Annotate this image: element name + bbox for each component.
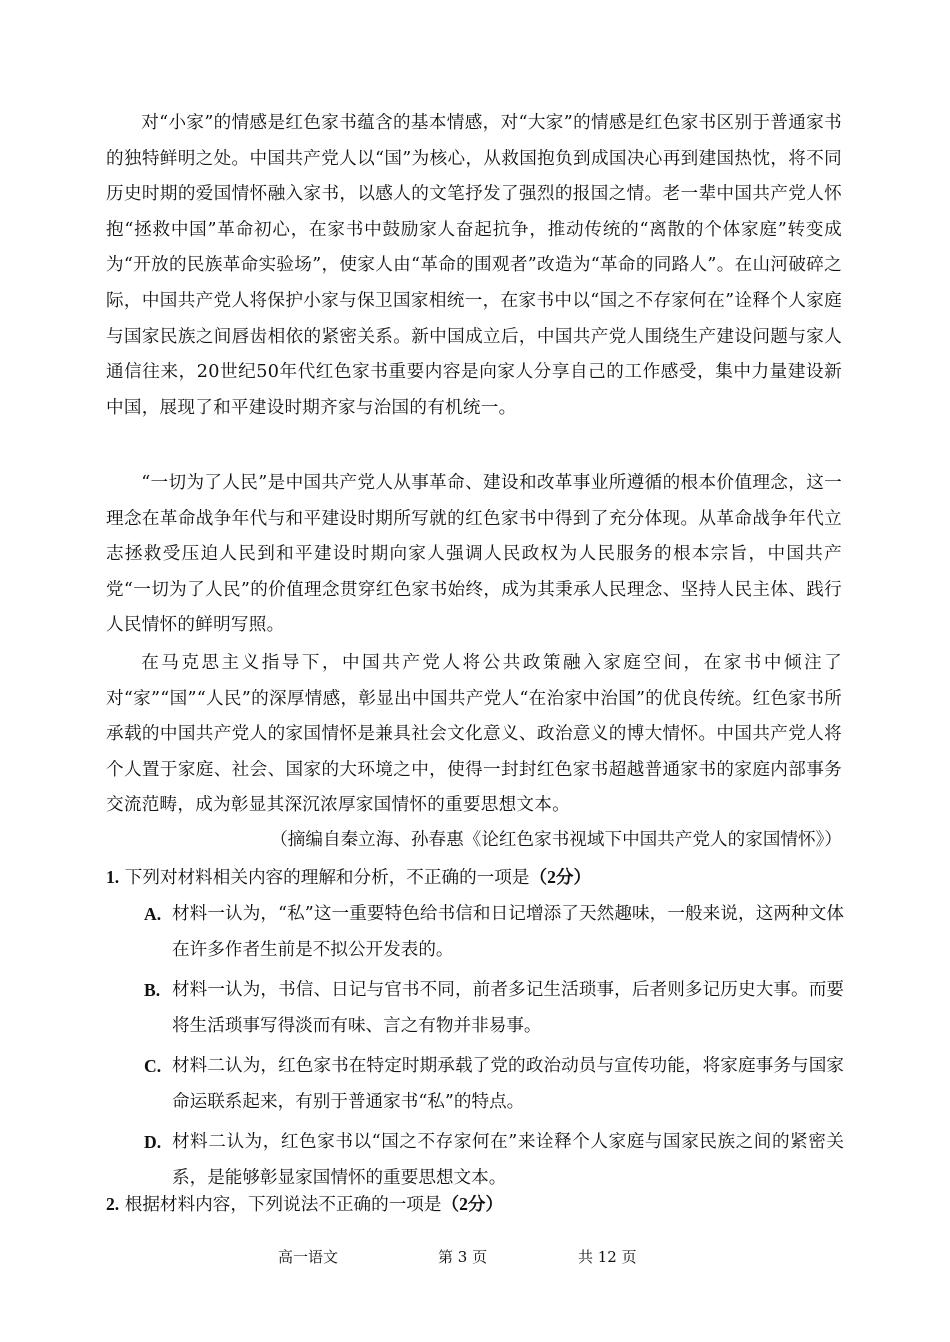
option-d[interactable]: [144, 1125, 844, 1196]
option-letter: C.: [144, 1056, 162, 1076]
option-text: 材料一认为，“私”这一重要特色给书信和日记增添了天然趣味，一般来说，这两种文体在许多作者生前是不拟公开发表的。: [172, 904, 844, 960]
option-a[interactable]: [144, 897, 844, 968]
passage-source: （摘编自秦立海、孙春惠《论红色家书视域下中国共产党人的家国情怀》）: [270, 830, 842, 850]
page-footer: [0, 1244, 950, 1270]
option-b[interactable]: [144, 973, 844, 1044]
footer-page-number: 第 3 页: [438, 1248, 488, 1266]
question-1-options: [144, 897, 844, 1201]
question-score: （2分）: [441, 1194, 504, 1214]
option-text: 材料二认为，红色家书在特定时期承载了党的政治动员与宣传功能，将家庭事务与国家命运联系起来，有别于普通家书“私”的特点。: [172, 1056, 844, 1112]
passage-paragraph: 对“小家”的情感是红色家书蕴含的基本情感，对“大家”的情感是红色家书区别于普通家书的独特鲜明之处。中国共产党人以“国”为核心，从救国抱负到成国决心再到建国热忱，将不同历史时期的爱国情怀融入家书，以感人的文笔抒发了强烈的报国之情。老一辈中国共产党人怀抱“拯救中国”革命初心，在家书中鼓励家人奋起抗争，推动传统的“离散的个体家庭”转变成为“开放的民族革命实验场”，使家人由“革命的围观者”改造为“革命的同路人”。在山河破碎之际，中国共产党人将保护小家与保卫国家相统一，在家书中以“国之不存家何在”诠释个人家庭与国家民族之间唇齿相依的紧密关系。新中国成立后，中国共产党人围绕生产建设问题与家人通信往来，20世纪50年代红色家书重要内容是向家人分享自己的工作感受，集中力量建设新中国，展现了和平建设时期齐家与治国的有机统一。: [106, 113, 842, 418]
option-letter: B.: [144, 980, 161, 1000]
question-score: （2分）: [529, 867, 592, 887]
option-letter: A.: [144, 904, 162, 924]
option-text: 材料一认为，书信、日记与官书不同，前者多记生活琐事，后者则多记历史大事。而要将生活琐事写得淡而有味、言之有物并非易事。: [172, 980, 844, 1036]
passage-paragraph: “一切为了人民”是中国共产党人从事革命、建设和改革事业所遵循的根本价值理念，这一理念在革命战争年代与和平建设时期所写就的红色家书中得到了充分体现。从革命战争年代立志拯救受压迫人民到和平建设时期向家人强调人民政权为人民服务的根本宗旨，中国共产党“一切为了人民”的价值理念贯穿红色家书始终，成为其秉承人民理念、坚持人民主体、践行人民情怀的鲜明写照。: [106, 473, 842, 636]
footer-subject: 高一语文: [278, 1248, 339, 1266]
question-text: 下列对材料相关内容的理解和分析，不正确的一项是: [124, 868, 530, 888]
question-2-stem: [106, 1189, 842, 1220]
passage-paragraph: 在马克思主义指导下，中国共产党人将公共政策融入家庭空间，在家书中倾注了对“家”“国”“人民”的深厚情感，彰显出中国共产党人“在治家中治国”的优良传统。红色家书所承载的中国共产党人的家国情怀是兼具社会文化意义、政治意义的博大情怀。中国共产党人将个人置于家庭、社会、国家的大环境之中，使得一封封红色家书超越普通家书的家庭内部事务交流范畴，成为彰显其深沉浓厚家国情怀的重要思想文本。: [106, 653, 842, 816]
footer-total-pages: 共 12 页: [578, 1248, 637, 1266]
option-text: 材料二认为，红色家书以“国之不存家何在”来诠释个人家庭与国家民族之间的紧密关系，是能够彰显家国情怀的重要思想文本。: [172, 1132, 844, 1188]
question-number: 1.: [106, 867, 120, 887]
question-number: 2.: [106, 1194, 120, 1214]
question-1-stem: [106, 862, 842, 893]
option-letter: D.: [144, 1132, 162, 1152]
question-text: 根据材料内容，下列说法不正确的一项是: [124, 1195, 442, 1215]
option-c[interactable]: [144, 1049, 844, 1120]
